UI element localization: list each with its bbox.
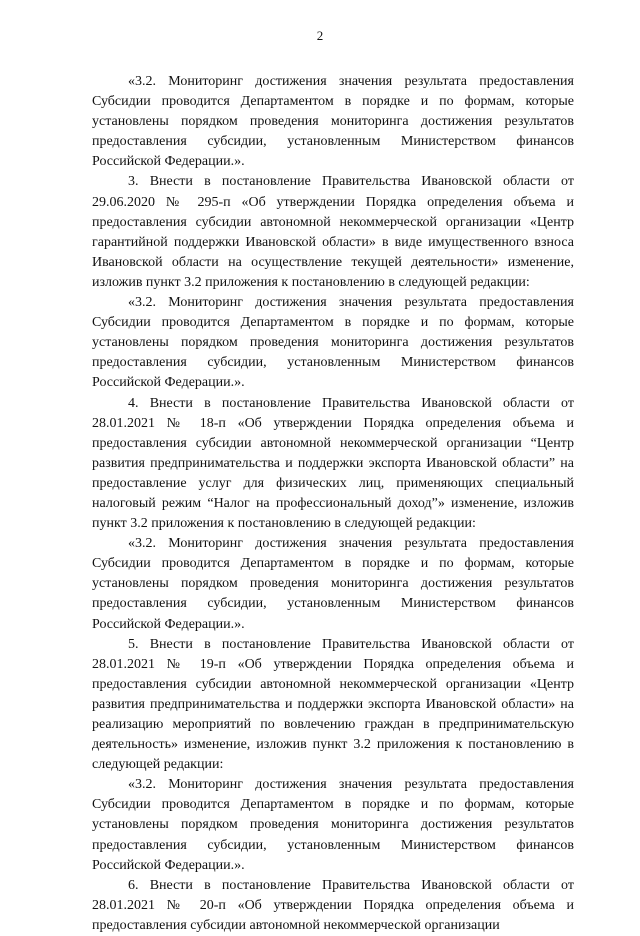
page-number: 2 xyxy=(316,28,324,43)
paragraph-quote-4: «3.2. Мониторинг достижения значения результата предоставления Субсидии проводится Департаментом в порядке и по формам, которые установлены порядком проведения мониторинга достижения результатов предоставления субсидии, установленным Министерством финансов Российской Федерации.». xyxy=(92,777,574,873)
paragraph-item-3: 3. Внести в постановление Правительства Ивановской области от 29.06.2020 № 295-п «Об утверждении Порядка определения объема и предоставления субсидии автономной некоммерческой организации «Центр гарантийной поддержки Ивановской области» в виде имущественного взноса Ивановской области на осуществление текущей деятельности» изменение, изложив пункт 3.2 приложения к постановлению в следующей редакции: xyxy=(92,174,574,290)
paragraph-item-5: 5. Внести в постановление Правительства Ивановской области от 28.01.2021 № 19-п «Об утверждении Порядка определения объема и предоставления субсидии автономной некоммерческой организации «Центр развития предпринимательства и поддержки экспорта Ивановской области» на реализацию мероприятий по вовлечению граждан в предпринимательскую деятельность» изменение, изложив пункт 3.2 приложения к постановлению в следующей редакции: xyxy=(92,636,574,773)
paragraph-quote-3: «3.2. Мониторинг достижения значения результата предоставления Субсидии проводится Департаментом в порядке и по формам, которые установлены порядком проведения мониторинга достижения результатов предоставления субсидии, установленным Министерством финансов Российской Федерации.». xyxy=(92,536,574,632)
paragraph-item-4: 4. Внести в постановление Правительства Ивановской области от 28.01.2021 № 18-п «Об утверждении Порядка определения объема и предоставления субсидии автономной некоммерческой организации “Центр развития предпринимательства и поддержки экспорта Ивановской области” на предоставление услуг для физических лиц, применяющих специальный налоговый режим “Налог на профессиональный доход”» изменение, изложив пункт 3.2 приложения к постановлению в следующей редакции: xyxy=(92,395,574,532)
document-body xyxy=(92,72,574,936)
paragraph-quote-2: «3.2. Мониторинг достижения значения результата предоставления Субсидии проводится Департаментом в порядке и по формам, которые установлены порядком проведения мониторинга достижения результатов предоставления субсидии, установленным Министерством финансов Российской Федерации.». xyxy=(92,295,574,391)
paragraph-item-6: 6. Внести в постановление Правительства Ивановской области от 28.01.2021 № 20-п «Об утверждении Порядка определения объема и предоставления субсидии автономной некоммерческой организации xyxy=(92,877,574,933)
paragraph-quote-1: «3.2. Мониторинг достижения значения результата предоставления Субсидии проводится Департаментом в порядке и по формам, которые установлены порядком проведения мониторинга достижения результатов предоставления субсидии, установленным Министерством финансов Российской Федерации.». xyxy=(92,74,574,170)
